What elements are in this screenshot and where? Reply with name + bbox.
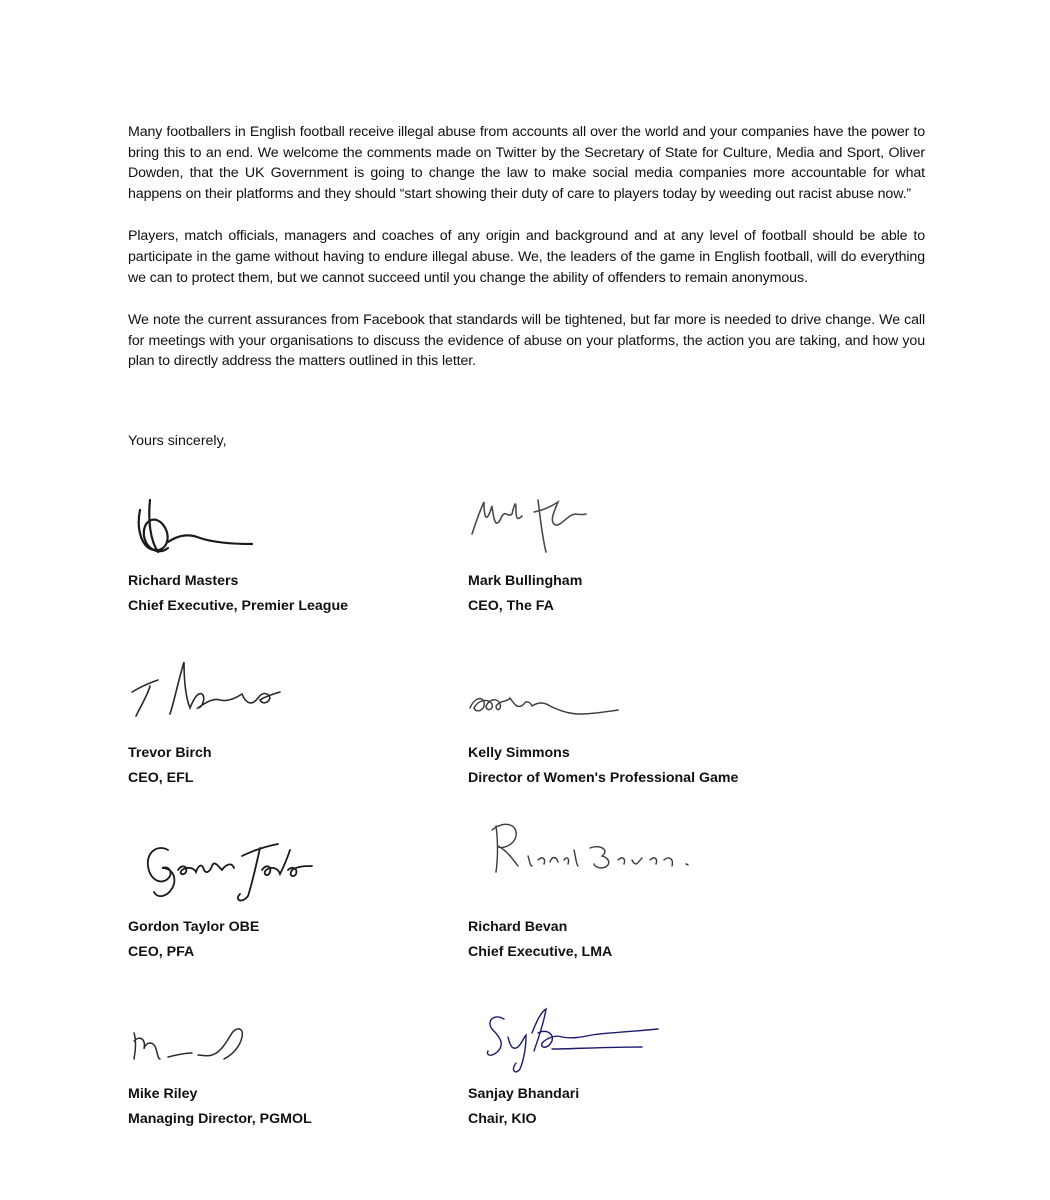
signatory-title: Chief Executive, LMA bbox=[468, 944, 613, 960]
signature-image bbox=[128, 490, 258, 562]
signature-image bbox=[128, 1019, 268, 1075]
signatory-name: Kelly Simmons bbox=[468, 745, 570, 761]
letter-body bbox=[128, 122, 925, 394]
signatory-title: Director of Women's Professional Game bbox=[468, 770, 739, 786]
signatory-name: Trevor Birch bbox=[128, 745, 212, 761]
signatory-title: CEO, EFL bbox=[128, 770, 194, 786]
signatory-name: Mark Bullingham bbox=[468, 573, 583, 589]
signature-image bbox=[488, 810, 698, 890]
paragraph-1: Many footballers in English football receive illegal abuse from accounts all over the world and your companies have the power to bring this to an end. We welcome the comments made on Twitter by the Secretary of State for Culture, Media and Sport, Oliver Dowden, that the UK Government is going to change the law to make social media companies more accountable for what happens on their platforms and they should “start showing their duty of care to players today by weeding out racist abuse now.” bbox=[128, 124, 925, 202]
signatory-name: Sanjay Bhandari bbox=[468, 1086, 580, 1102]
signatory-name: Richard Bevan bbox=[468, 919, 568, 935]
signature-image bbox=[128, 652, 288, 732]
closing-salutation: Yours sincerely, bbox=[128, 433, 227, 449]
signatory-name: Mike Riley bbox=[128, 1086, 198, 1102]
signatory-name: Richard Masters bbox=[128, 573, 239, 589]
signatory-name: Gordon Taylor OBE bbox=[128, 919, 260, 935]
signatory-title: CEO, The FA bbox=[468, 598, 554, 614]
signature-image bbox=[482, 1003, 662, 1075]
signatory-title: Chief Executive, Premier League bbox=[128, 598, 348, 614]
signatory-title: Chair, KIO bbox=[468, 1111, 537, 1127]
signature-image bbox=[138, 826, 318, 906]
paragraph-3: We note the current assurances from Facebook that standards will be tightened, but far more is needed to drive change. We call for meetings with your organisations to discuss the evidence of abuse on your platforms, the action you are taking, and how you plan to directly address the matters outlined in this letter. bbox=[128, 312, 925, 370]
paragraph-2: Players, match officials, managers and coaches of any origin and background and at any level of football should be able to participate in the game without having to endure illegal abuse. We, the leaders of the game in English football, will do everything we can to protect them, but we cannot succeed until you change the ability of offenders to remain anonymous. bbox=[128, 228, 925, 286]
signatory-title: Managing Director, PGMOL bbox=[128, 1111, 312, 1127]
signatory-title: CEO, PFA bbox=[128, 944, 195, 960]
signature-image bbox=[468, 684, 628, 724]
signature-image bbox=[468, 476, 608, 560]
